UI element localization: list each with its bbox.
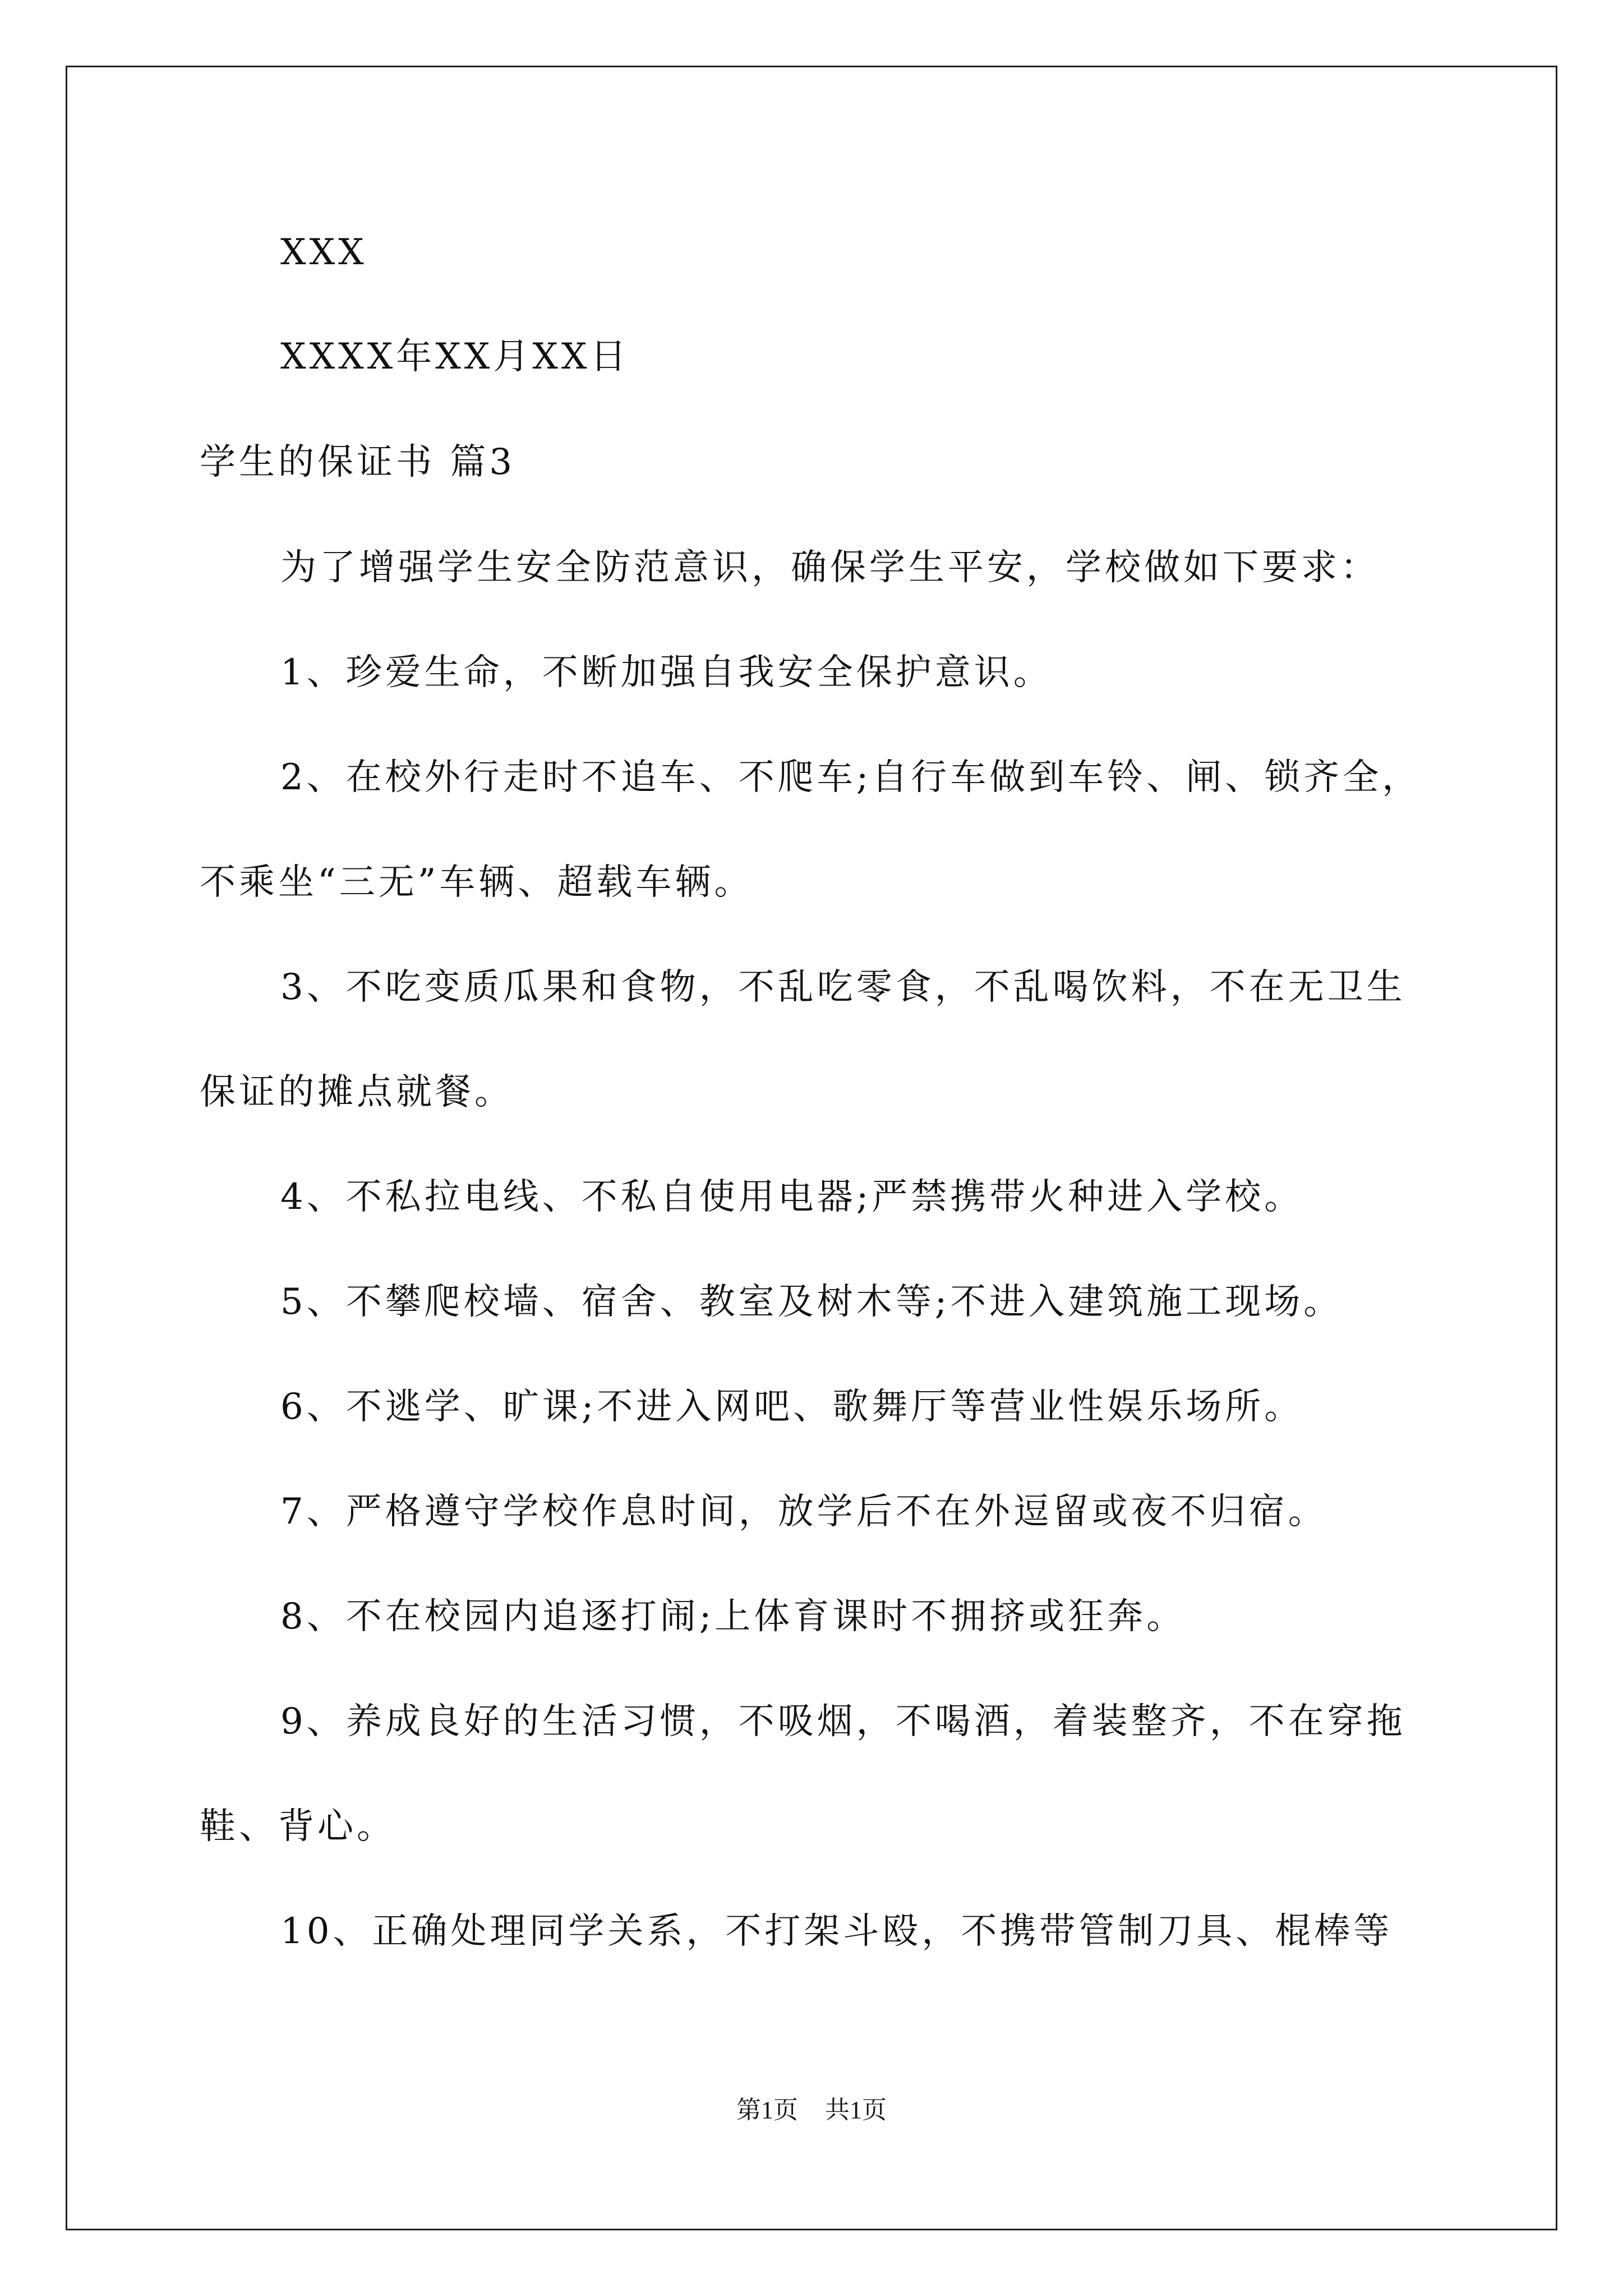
page-number: 第1页 — [736, 2096, 798, 2124]
list-item-4: 4、不私拉电线、不私自使用电器;严禁携带火种进入学校。 — [280, 1176, 1304, 1218]
list-item-2: 2、在校外行走时不追车、不爬车;自行车做到车铃、闸、锁齐全， — [280, 757, 1422, 798]
list-item-1: 1、珍爱生命，不断加强自我安全保护意识。 — [280, 652, 1053, 693]
page-border — [66, 66, 1557, 2230]
signature-name: XXX — [280, 232, 367, 273]
list-item-3: 3、不吃变质瓜果和食物，不乱吃零食，不乱喝饮料，不在无卫生 — [280, 967, 1406, 1008]
page-total: 共1页 — [825, 2096, 887, 2124]
list-item-6: 6、不逃学、旷课;不进入网吧、歌舞厅等营业性娱乐场所。 — [280, 1386, 1304, 1428]
list-item-3-continuation: 保证的摊点就餐。 — [200, 1071, 514, 1113]
list-item-9: 9、养成良好的生活习惯，不吸烟，不喝酒，着装整齐，不在穿拖 — [280, 1701, 1406, 1742]
list-item-7: 7、严格遵守学校作息时间，放学后不在外逗留或夜不归宿。 — [280, 1491, 1327, 1533]
page-footer — [0, 2090, 1623, 2125]
list-item-8: 8、不在校园内追逐打闹;上体育课时不拥挤或狂奔。 — [280, 1596, 1186, 1637]
list-item-10: 10、正确处理同学关系，不打架斗殴，不携带管制刀具、棍棒等 — [280, 1911, 1393, 1952]
list-item-5: 5、不攀爬校墙、宿舍、教室及树木等;不进入建筑施工现场。 — [280, 1281, 1343, 1323]
list-item-2-continuation: 不乘坐“三无”车辆、超载车辆。 — [200, 862, 754, 903]
intro-paragraph: 为了增强学生安全防范意识，确保学生平安，学校做如下要求： — [280, 547, 1380, 588]
section-title: 学生的保证书 篇3 — [200, 441, 516, 483]
signature-date: XXXX年XX月XX日 — [280, 336, 630, 378]
list-item-9-continuation: 鞋、背心。 — [200, 1806, 396, 1847]
